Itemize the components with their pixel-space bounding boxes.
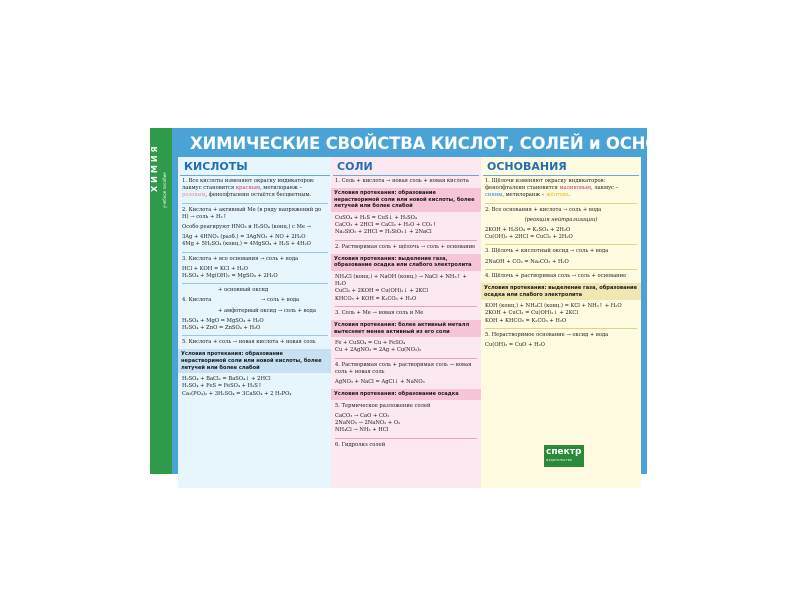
divider bbox=[335, 358, 477, 359]
condition-box: Условия протекания: образование нерастворимой соли или новой кислоты, более летучей или более слабой bbox=[178, 349, 332, 373]
condition-box: Условия протекания: образование осадка bbox=[331, 389, 481, 400]
equation: Cu(OH)₂ = CuO + H₂O bbox=[485, 342, 545, 349]
bases-column bbox=[481, 157, 641, 488]
acids-item-5: 5. Кислота + соль → новая кислота + новая соль bbox=[182, 339, 316, 346]
acids-item-1: 1. Все кислоты изменяют окраску индикаторов: лакмус становится красным, метилоранж – розовым, фенолфталеин остаётся бесцветным. bbox=[182, 178, 315, 199]
equation: HCl + KOH = KCl + H₂O H₂SO₄ + Mg(OH)₂ = MgSO₄ + 2H₂O bbox=[182, 265, 278, 280]
acids-item-4: + основный оксид bbox=[218, 287, 269, 294]
side-sublabel: учебное пособие bbox=[162, 172, 167, 208]
acids-item-4-alt: + амфотерный оксид → соль + вода bbox=[218, 307, 316, 314]
bases-item-5: 5. Нерастворимое основание → оксид + вода bbox=[485, 331, 609, 338]
salts-item-1: 1. Соль + кислота → новая соль + новая кислота bbox=[335, 178, 469, 184]
equation: NH₄Cl (конц.) + NaOH (конц.) → NaCl + NH₃↑ + H₂O CuCl₂ + 2KOH = Cu(OH)₂↓ + 2KCl KHCO₃ + KOH = K₂CO₃ + H₂O bbox=[335, 273, 467, 302]
acids-column bbox=[178, 157, 332, 488]
bases-heading: ОСНОВАНИЯ bbox=[483, 157, 639, 176]
equation: AgNO₃ + NaCl = AgCl↓ + NaNO₃ bbox=[335, 379, 425, 385]
acids-item-2-note: Особо реагируют HNO₃ и H₂SO₄ (конц.) с Ме → bbox=[182, 224, 311, 231]
equation: 3Ag + 4HNO₃ (разб.) = 3AgNO₃ + NO + 2H₂O 4Mg + 5H₂SO₄ (конц.) = 4MgSO₄ + H₂S + 4H₂O bbox=[182, 234, 311, 248]
equation: Fe + CuSO₄ = Cu + FeSO₄ Cu + 2AgNO₃ = 2Ag + Cu(NO₃)₂ bbox=[335, 340, 422, 354]
equation: H₂SO₄ + MgO = MgSO₄ + H₂O H₂SO₄ + ZnO = ZnSO₄ + H₂O bbox=[182, 317, 264, 332]
bases-item-3: 3. Щёлочь + кислотный оксид → соль + вода bbox=[485, 248, 609, 255]
logo-text: спектр bbox=[546, 447, 582, 457]
condition-box: Условия протекания: образование нерастворимой соли или новой кислоты, более летучей или более слабой bbox=[331, 188, 481, 212]
acids-item-4-main: 4. Кислота → соль + вода bbox=[182, 297, 300, 304]
bases-item-2-note: (реакция нейтрализации) bbox=[524, 216, 598, 223]
equation: CaCO₃ → CaO + CO₂ 2NaNO₃ → 2NaNO₂ + O₂ NH₄Cl → NH₃ + HCl bbox=[335, 413, 401, 434]
equation: CuSO₄ + H₂S = CuS↓ + H₂SO₄ CaCO₃ + 2HCl = CaCl₂ + H₂O + CO₂↑ Na₂SiO₃ + 2HCl = H₂SiO₃↓ + 2NaCl bbox=[335, 214, 437, 236]
divider bbox=[485, 269, 637, 270]
equation: H₂SO₄ + BaCl₂ = BaSO₄↓ + 2HCl H₂SO₄ + FeS = FeSO₄ + H₂S↑ Ca₃(PO₄)₂ + 3H₂SO₄ = 3CaSO₄ + 2 H₃PO₄ bbox=[182, 376, 292, 397]
salts-item-6: 6. Гидролиз солей bbox=[335, 441, 386, 448]
bases-item-4: 4. Щёлочь + растворимая соль → соль + основание bbox=[485, 272, 627, 279]
side-strip bbox=[150, 128, 172, 474]
equation: 2KOH + H₂SO₄ = K₂SO₄ + 2H₂O Cu(OH)₂ + 2HCl = CuCl₂ + 2H₂O bbox=[485, 227, 573, 241]
divider bbox=[485, 244, 637, 245]
poster-title: ХИМИЧЕСКИЕ СВОЙСТВА КИСЛОТ, СОЛЕЙ и ОСНОВАНИЙ bbox=[190, 134, 725, 153]
equation: KOH (конц.) + NH₄Cl (конц.) = KCl + NH₃↑ + H₂O 2KOH + CuCl₂ = Cu(OH)₂↓ + 2KCl KOH + KHCO₃ = K₂CO₃ + H₂O bbox=[485, 303, 622, 324]
salts-heading: СОЛИ bbox=[333, 157, 479, 176]
poster bbox=[150, 128, 725, 474]
divider bbox=[182, 252, 328, 253]
bases-item-2: 2. Все основания + кислота → соль + вода bbox=[485, 206, 602, 213]
divider bbox=[485, 328, 637, 329]
publisher-logo bbox=[544, 445, 584, 467]
condition-box: Условия протекания: более активный металл вытесняет менее активный из его соли bbox=[331, 320, 481, 337]
salts-item-2: 2. Растворимая соль + щёлочь → соль + основание bbox=[335, 243, 476, 250]
divider bbox=[335, 438, 477, 439]
bases-item-1: 1. Щёлочи изменяют окраску индикаторов: фенолфталеин становится малиновым, лакмус – синим, метилоранж – жёлтым. bbox=[485, 178, 619, 199]
acids-item-3: 3. Кислота + все основания → соль + вода bbox=[182, 255, 299, 262]
salts-item-4: 4. Растворимая соль + растворимая соль → новая соль + новая соль bbox=[335, 361, 472, 375]
salts-column bbox=[331, 157, 481, 488]
divider bbox=[182, 283, 328, 284]
acids-heading: КИСЛОТЫ bbox=[180, 157, 330, 176]
divider bbox=[335, 240, 477, 241]
salts-item-3: 3. Соль + Ме → новая соль и Ме bbox=[335, 309, 424, 316]
acids-item-2: 2. Кислота + активный Ме (в ряду напряжений до H) → соль + H₂↑ bbox=[182, 206, 322, 220]
condition-box: Условия протекания: выделение газа, образование осадка или слабого электролита bbox=[331, 254, 481, 271]
divider bbox=[182, 203, 328, 204]
divider bbox=[485, 203, 637, 204]
side-label: ХИМИЯ bbox=[150, 143, 159, 193]
salts-item-5: 5. Термическое разложение солей bbox=[335, 402, 431, 409]
divider bbox=[182, 335, 328, 336]
equation: 2NaOH + CO₂ = Na₂CO₃ + H₂O bbox=[485, 258, 569, 265]
condition-box: Условия протекания: выделение газа, образование осадка или слабого электролита bbox=[481, 283, 641, 300]
divider bbox=[335, 306, 477, 307]
logo-subtext: издательство bbox=[546, 458, 573, 462]
